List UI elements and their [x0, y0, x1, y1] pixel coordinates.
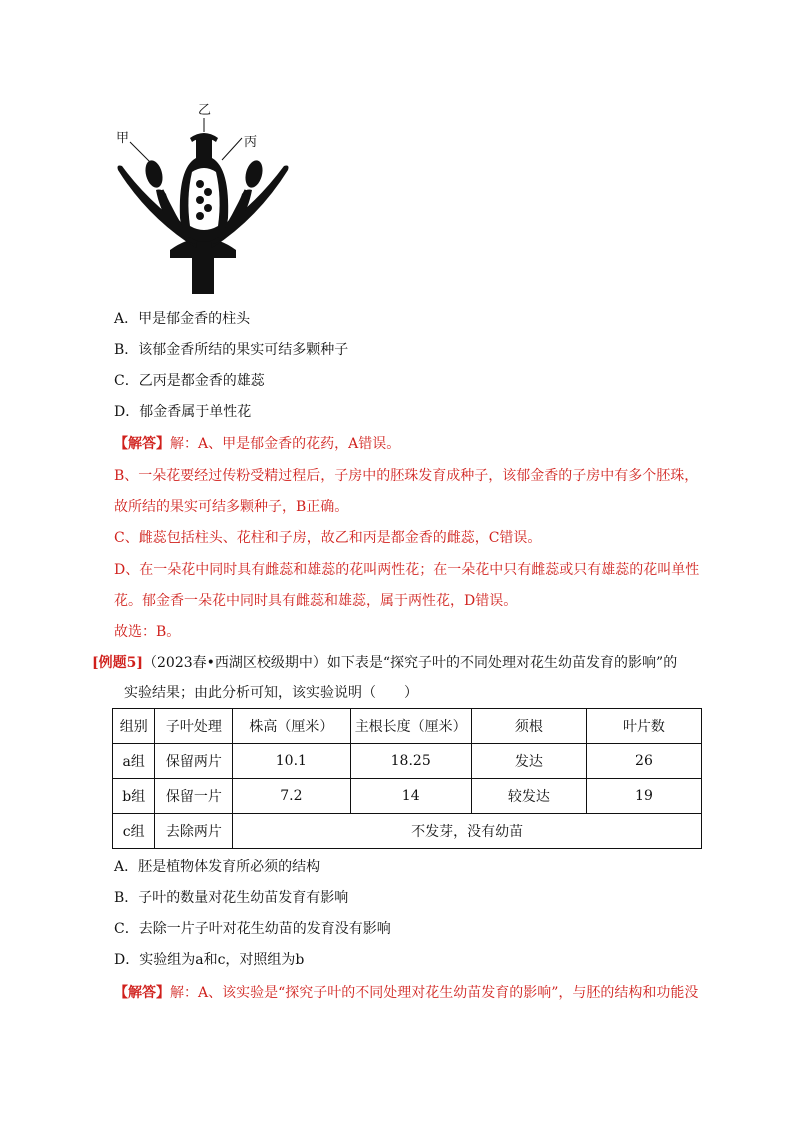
- answer-text: 解：A、该实验是“探究子叶的不同处理对花生幼苗发育的影响”，与胚的结构和功能没: [170, 985, 699, 1001]
- q5-stem-line1: [92, 653, 677, 673]
- label-jia: 甲: [116, 131, 130, 146]
- q5-text: （2023春•西湖区校级期中）如下表是“探究子叶的不同处理对花生幼苗发育的影响”的: [143, 655, 678, 671]
- table-row: [113, 744, 702, 779]
- table-header-cell: 子叶处理: [155, 709, 233, 744]
- q4-answer-line: 花。郁金香一朵花中同时具有雌蕊和雄蕊，属于两性花，D错误。: [114, 593, 518, 609]
- table-cell: a组: [113, 744, 155, 779]
- q5-option-a: A．胚是植物体发育所必须的结构: [114, 859, 321, 875]
- q4-option-c: C．乙丙是都金香的雄蕊: [114, 373, 265, 389]
- table-cell: 10.1: [233, 744, 350, 779]
- table-cell: 保留一片: [155, 779, 233, 814]
- ovule: [196, 180, 204, 188]
- table-cell: 发达: [471, 744, 586, 779]
- table-row: [113, 814, 702, 849]
- q5-option-b: B．子叶的数量对花生幼苗发育有影响: [114, 890, 349, 906]
- q5-label: [例题5]: [92, 655, 143, 671]
- q4-answer-line: 故所结的果实可结多颗种子，B正确。: [114, 499, 349, 515]
- pointer-jia: [130, 142, 150, 162]
- q4-answer-line: B、一朵花要经过传粉受精过程后，子房中的胚珠发育成种子，该郁金香的子房中有多个胚珠，: [114, 468, 699, 484]
- ovule: [196, 212, 204, 220]
- q4-answer-line: C、雌蕊包括柱头、花柱和子房，故乙和丙是都金香的雌蕊，C错误。: [114, 530, 542, 546]
- answer-tag: 【解答】: [114, 436, 170, 452]
- anther-right: [243, 158, 266, 189]
- q5-stem-line2: 实验结果；由此分析可知，该实验说明（ ）: [124, 685, 418, 701]
- experiment-table: [112, 708, 702, 849]
- table-header-row: [113, 709, 702, 744]
- table-cell: 较发达: [471, 779, 586, 814]
- table-header-cell: 叶片数: [586, 709, 701, 744]
- q5-answer-line: [114, 983, 698, 1003]
- flower-diagram: [108, 98, 304, 294]
- anther-left: [143, 158, 166, 189]
- q4-answer-line: D、在一朵花中同时具有雌蕊和雄蕊的花叫两性花；在一朵花中只有雌蕊或只有雄蕊的花叫单性: [114, 562, 700, 578]
- pointer-bing: [222, 138, 242, 160]
- table-merged-cell: 不发芽，没有幼苗: [233, 814, 702, 849]
- answer-tag: 【解答】: [114, 985, 170, 1001]
- table-cell: 19: [586, 779, 701, 814]
- table-cell: 去除两片: [155, 814, 233, 849]
- table-header-cell: 须根: [471, 709, 586, 744]
- table-cell: b组: [113, 779, 155, 814]
- table-cell: 26: [586, 744, 701, 779]
- table-row: [113, 779, 702, 814]
- table-cell: 保留两片: [155, 744, 233, 779]
- table-cell: c组: [113, 814, 155, 849]
- ovule: [196, 196, 204, 204]
- table-cell: 18.25: [350, 744, 471, 779]
- table-header-cell: 株高（厘米）: [233, 709, 350, 744]
- ovary: [188, 168, 219, 230]
- label-yi: 乙: [198, 103, 212, 118]
- table-header-cell: 组别: [113, 709, 155, 744]
- q4-answer-line: 故选：B。: [114, 624, 181, 640]
- label-bing: 丙: [244, 135, 258, 150]
- q4-answer-first-line: [114, 434, 400, 454]
- q4-option-a: A．甲是郁金香的柱头: [114, 311, 251, 327]
- ovule: [204, 204, 212, 212]
- q5-option-c: C．去除一片子叶对花生幼苗的发育没有影响: [114, 921, 391, 937]
- q5-option-d: D．实验组为a和c，对照组为b: [114, 952, 305, 968]
- ovule: [204, 188, 212, 196]
- table-cell: 7.2: [233, 779, 350, 814]
- answer-text: 解：A、甲是郁金香的花药，A错误。: [170, 436, 401, 452]
- table-header-cell: 主根长度（厘米）: [350, 709, 471, 744]
- q4-option-d: D．郁金香属于单性花: [114, 404, 252, 420]
- table-cell: 14: [350, 779, 471, 814]
- q4-option-b: B．该郁金香所结的果实可结多颗种子: [114, 342, 349, 358]
